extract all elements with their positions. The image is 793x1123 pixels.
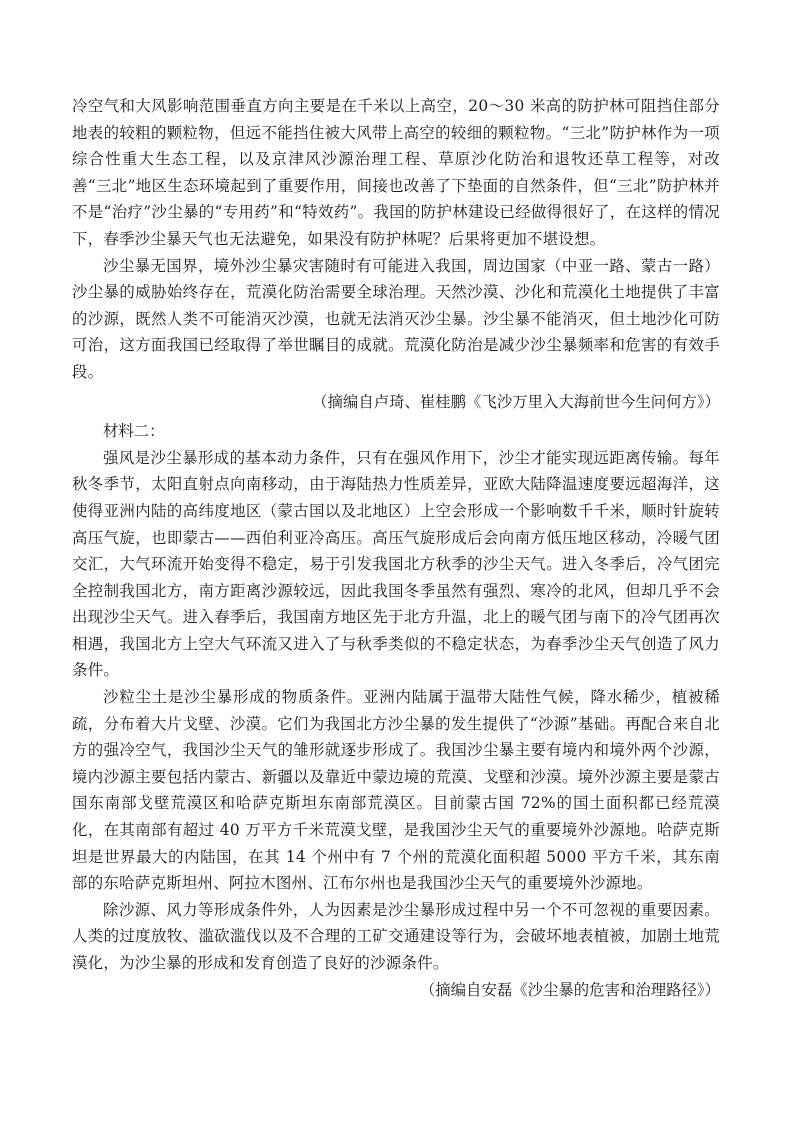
material-two-label: 材料二：: [103, 422, 165, 441]
material-two-paragraph-2: 沙粒尘土是沙尘暴形成的物质条件。亚洲内陆属于温带大陆性气候，降水稀少，植被稀疏，分布着大片戈壁、沙漠。它们为我国北方沙尘暴的发生提供了“沙源”基础。再配合来自北方的强冷空气，我国沙尘天气的雏形就逐步形成了。我国沙尘暴主要有境内和境外两个沙源，境内沙源主要包括内蒙古、新疆以及靠近中蒙边境的荒漠、戈壁和沙漠。境外沙源主要是蒙古国东南部戈壁荒漠区和哈萨克斯坦东南部荒漠区。目前蒙古国 72%的国土面积都已经荒漠化，在其南部有超过 40 万平方千米荒漠戈壁，是我国沙尘天气的重要境外沙源地。哈萨克斯坦是世界最大的内陆国，在其 14 个州中有 7 个州的荒漠化面积超 5000 平方千米，其东南部的东哈萨克斯坦州、阿拉木图州、江布尔州也是我国沙尘天气的重要境外沙源地。: [72, 688, 720, 893]
material-two-source: （摘编自安磊《沙尘暴的危害和治理路径》）: [419, 980, 720, 999]
material-one-source: （摘编自卢琦、崔桂鹏《飞沙万里入大海前世今生问何方》）: [312, 392, 720, 411]
material-one-paragraph-2: 沙尘暴无国界，境外沙尘暴灾害随时有可能进入我国，周边国家（中亚一路、蒙古一路）沙尘暴的威胁始终存在，荒漠化防治需要全球治理。天然沙漠、沙化和荒漠化土地提供了丰富的沙源，既然人类不可能消灭沙漠，也就无法消灭沙尘暴。沙尘暴不能消灭，但土地沙化可防可治，这方面我国已经取得了举世瞩目的成就。荒漠化防治是减少沙尘暴频率和危害的有效手段。: [72, 256, 720, 381]
material-one-paragraph-1: 冷空气和大风影响范围垂直方向主要是在千米以上高空，20～30 米高的防护林可阻挡住部分地表的较粗的颗粒物，但远不能挡住被大风带上高空的较细的颗粒物。“三北”防护林作为一项综合性重大生态工程，以及京津风沙源治理工程、草原沙化防治和退牧还草工程等，对改善“三北”地区生态环境起到了重要作用，间接也改善了下垫面的自然条件，但“三北”防护林并不是“治疗”沙尘暴的“专用药”和“特效药”。我国的防护林建设已经做得很好了，在这样的情况下，春季沙尘暴天气也无法避免，如果没有防护林呢？后果将更加不堪设想。: [72, 97, 720, 248]
material-two-paragraph-3: 除沙源、风力等形成条件外，人为因素是沙尘暴形成过程中另一个不可忽视的重要因素。人类的过度放牧、滥砍滥伐以及不合理的工矿交通建设等行为，会破坏地表植被，加剧土地荒漠化，为沙尘暴的形成和发育创造了良好的沙源条件。: [72, 900, 720, 972]
document-page: [72, 93, 720, 1003]
material-two-paragraph-1: 强风是沙尘暴形成的基本动力条件，只有在强风作用下，沙尘才能实现远距离传输。每年秋冬季节，太阳直射点向南移动，由于海陆热力性质差异，亚欧大陆降温速度要远超海洋，这使得亚洲内陆的高纬度地区（蒙古国以及北地区）上空会形成一个影响数千千米，顺时针旋转高压气旋，也即蒙古——西伯利亚冷高压。高压气旋形成后会向南方低压地区移动，冷暖气团交汇，大气环流开始变得不稳定，易于引发我国北方秋季的沙尘天气。进入冬季后，冷气团完全控制我国北方，南方距离沙源较远，因此我国冬季虽然有强烈、寒冷的北风，但却几乎不会出现沙尘天气。进入春季后，我国南方地区先于北方升温，北上的暖气团与南下的冷气团再次相遇，我国北方上空大气环流又进入了与秋季类似的不稳定状态，为春季沙尘天气创造了风力条件。: [72, 448, 720, 680]
